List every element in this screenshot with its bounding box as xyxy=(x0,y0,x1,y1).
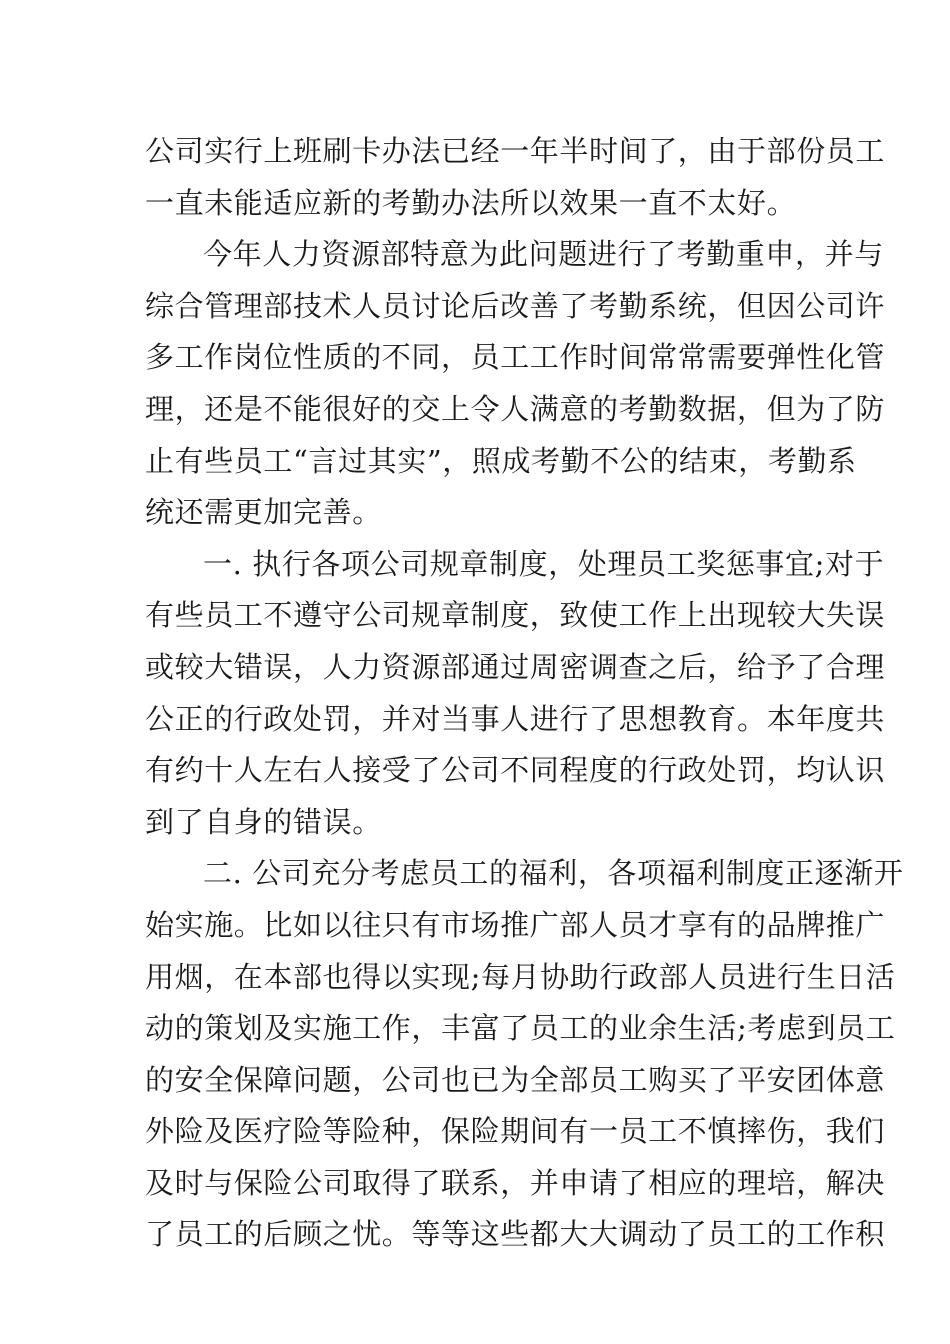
text-line: 多工作岗位性质的不同，员工工作时间常常需要弹性化管 xyxy=(145,340,886,375)
text-line: 综合管理部技术人员讨论后改善了考勤系统，但因公司许 xyxy=(145,288,886,323)
text-line: 公正的行政处罚，并对当事人进行了思想教育。本年度共 xyxy=(145,701,886,736)
text-line: 一直未能适应新的考勤办法所以效果一直不太好。 xyxy=(145,185,797,220)
text-line: 用烟，在本部也得以实现;每月协助行政部人员进行生日活 xyxy=(145,959,896,994)
text-line: 始实施。比如以往只有市场推广部人员才享有的品牌推广 xyxy=(145,907,886,942)
text-line: 理，还是不能很好的交上令人满意的考勤数据，但为了防 xyxy=(145,391,886,426)
text-line: 一. 执行各项公司规章制度，处理员工奖惩事宜;对于 xyxy=(203,546,885,581)
text-line: 有约十人左右人接受了公司不同程度的行政处罚，均认识 xyxy=(145,753,886,788)
text-line: 统还需更加完善。 xyxy=(145,495,382,530)
text-line: 了员工的后顾之忧。等等这些都大大调动了员工的工作积 xyxy=(145,1217,886,1252)
text-line: 及时与保险公司取得了联系，并申请了相应的理培，解决 xyxy=(145,1165,886,1200)
text-line: 外险及医疗险等险种，保险期间有一员工不慎摔伤，我们 xyxy=(145,1114,886,1149)
text-line: 有些员工不遵守公司规章制度，致使工作上出现较大失误 xyxy=(145,598,886,633)
text-line: 动的策划及实施工作，丰富了员工的业余生活;考虑到员工 xyxy=(145,1011,896,1046)
text-line: 止有些员工“言过其实”，照成考勤不公的结束，考勤系 xyxy=(145,443,857,478)
text-line: 的安全保障问题，公司也已为全部员工购买了平安团体意 xyxy=(145,1062,886,1097)
text-line: 今年人力资源部特意为此问题进行了考勤重申，并与 xyxy=(203,237,884,272)
text-line: 二. 公司充分考虑员工的福利，各项福利制度正逐渐开 xyxy=(203,856,904,891)
document-body xyxy=(145,126,904,1261)
text-line: 或较大错误，人力资源部通过周密调查之后，给予了合理 xyxy=(145,649,886,684)
text-line: 到了自身的错误。 xyxy=(145,804,382,839)
text-line: 公司实行上班刷卡办法已经一年半时间了，由于部份员工 xyxy=(145,134,886,168)
